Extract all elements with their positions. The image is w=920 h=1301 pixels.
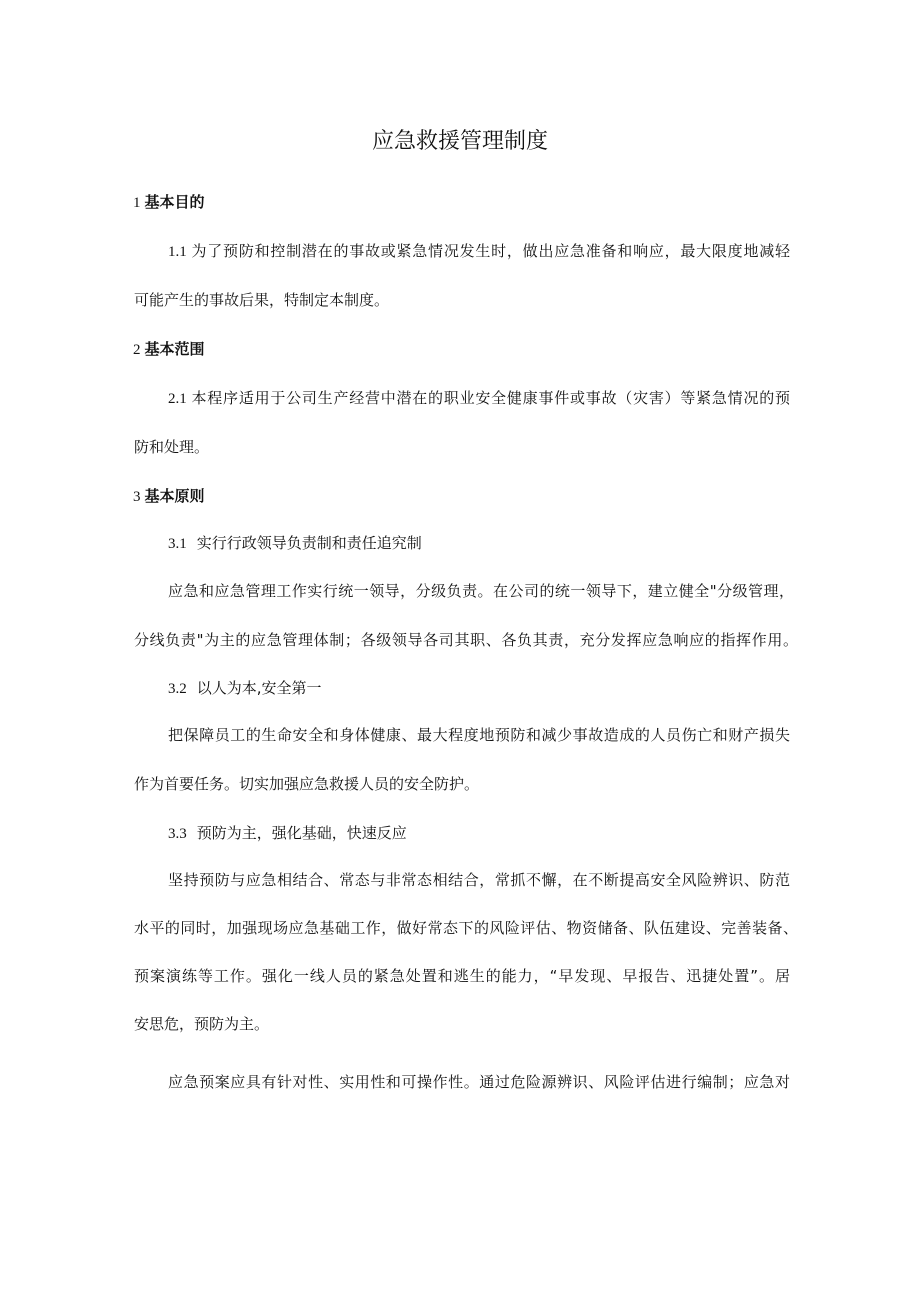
- principle-3-3-body-line-1: 坚持预防与应急相结合、常态与非常态相结合，常抓不懈，在不断提高安全风险辨识、防范: [168, 871, 790, 889]
- clause-2-1-line-1: [168, 387, 790, 410]
- principle-3-2-title: [168, 677, 322, 700]
- clause-number: 2.1: [168, 391, 187, 407]
- section-number: 2: [133, 342, 141, 358]
- section-heading-3: [133, 485, 205, 508]
- clause-2-1-line-2: 防和处理。: [134, 438, 210, 456]
- clause-1-1-line-1: [168, 240, 790, 263]
- principle-3-2-body-line-1: 把保障员工的生命安全和身体健康、最大程度地预防和减少事故造成的人员伤亡和财产损失: [168, 726, 790, 744]
- principle-title-text: 预防为主，强化基础，快速反应: [196, 824, 407, 842]
- principle-3-3-body-line-2: 水平的同时，加强现场应急基础工作，做好常态下的风险评估、物资储备、队伍建设、完善装备、: [134, 919, 798, 937]
- section-heading-1: [133, 191, 205, 214]
- principle-number: 3.1: [168, 536, 187, 552]
- section-heading-text: 基本目的: [144, 193, 205, 211]
- clause-text: 本程序适用于公司生产经营中潜在的职业安全健康事件或事故（灾害）等紧急情况的预: [190, 389, 790, 407]
- section-number: 3: [133, 489, 141, 505]
- section-number: 1: [133, 195, 141, 211]
- document-title: 应急救援管理制度: [371, 129, 548, 154]
- clause-1-1-line-2: 可能产生的事故后果，特制定本制度。: [134, 291, 390, 309]
- principle-number: 3.3: [168, 826, 187, 842]
- section-heading-text: 基本范围: [144, 340, 205, 358]
- principle-3-3-body-line-3: 预案演练等工作。强化一线人员的紧急处置和逃生的能力，“早发现、早报告、迅捷处置”。居: [134, 967, 790, 985]
- clause-number: 1.1: [168, 244, 187, 260]
- principle-number: 3.2: [168, 681, 187, 697]
- principle-3-1-title: [168, 532, 422, 555]
- clause-text: 为了预防和控制潜在的事故或紧急情况发生时，做出应急准备和响应，最大限度地减轻: [190, 242, 790, 260]
- principle-3-3-title: [168, 822, 407, 845]
- section-heading-2: [133, 338, 205, 361]
- principle-3-1-body-line-1: 应急和应急管理工作实行统一领导，分级负责。在公司的统一领导下，建立健全"分级管理，: [168, 582, 794, 600]
- principle-3-3-body-line-4: 安思危，预防为主。: [134, 1015, 270, 1033]
- principle-title-text: 实行行政领导负责制和责任追究制: [196, 534, 422, 552]
- section-heading-text: 基本原则: [144, 487, 205, 505]
- principle-3-2-body-line-2: 作为首要任务。切实加强应急救援人员的安全防护。: [134, 775, 480, 793]
- principle-3-1-body-line-2: 分线负责"为主的应急管理体制；各级领导各司其职、各负其责，充分发挥应急响应的指挥作用。: [134, 631, 798, 649]
- principle-3-3-extra-line-1: 应急预案应具有针对性、实用性和可操作性。通过危险源辨识、风险评估进行编制；应急对: [168, 1073, 790, 1091]
- principle-title-text: 以人为本,安全第一: [196, 679, 322, 697]
